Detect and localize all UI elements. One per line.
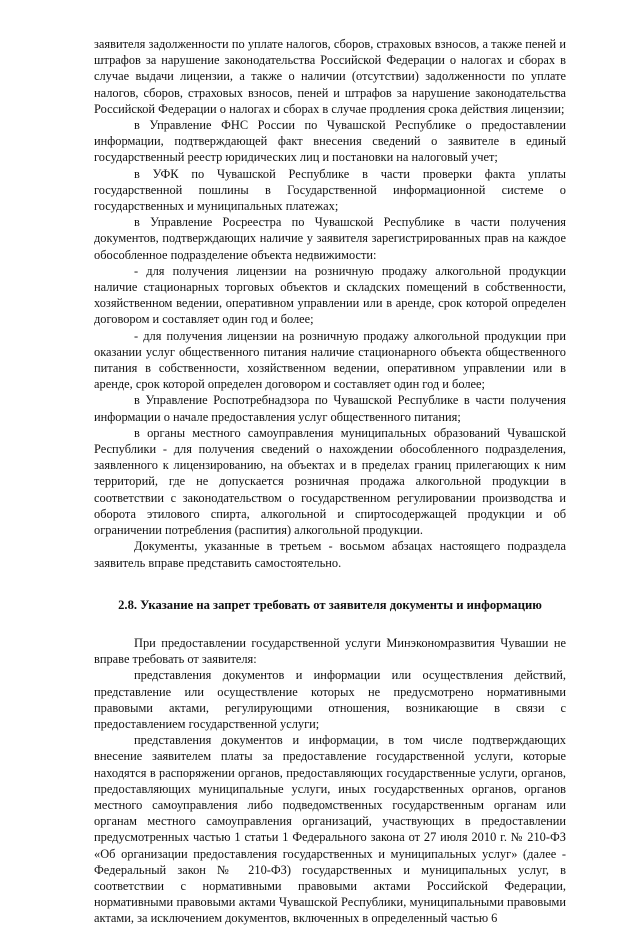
paragraph: в Управление Роспотребнадзора по Чувашской Республике в части получения информации о начале предоставления услуг общественного питания;: [94, 393, 566, 424]
paragraph: - для получения лицензии на розничную продажу алкогольной продукции наличие стационарных торговых объектов и складских помещений в собственности, хозяйственном ведении, оперативном управлении или в аренде, срок которой определен договором и составляет один год и более;: [94, 263, 566, 327]
paragraph: в Управление Росреестра по Чувашской Республике в части получения документов, подтверждающих наличие у заявителя зарегистрированных прав на каждое обособленное подразделение объекта недвижимости:: [94, 215, 566, 262]
section-heading: 2.8. Указание на запрет требовать от заявителя документы и информацию: [118, 597, 542, 612]
paragraph: представления документов и информации, в том числе подтверждающих внесение заявителем платы за предоставление государственной услуги, которые находятся в распоряжении органов, предоставляющих государственные услуги, органов, предоставляющих муниципальные услуги, иных государственных органов, органов местного самоуправления либо подведомственных государственным органам или органам местного самоуправления организаций, участвующих в предоставлении предусмотренных частью 1 статьи 1 Федерального закона от 27 июля 2010 г. № 210-ФЗ «Об организации предоставления государственных и муниципальных услуг» (далее - Федеральный закон № 210-ФЗ) государственных и муниципальных услуг, в соответствии с нормативными правовыми актами Российской Федерации, нормативными правовыми актами Чувашской Республики, муниципальными правовыми актами, за исключением документов, включенных в определенный частью 6: [94, 733, 566, 926]
paragraph: в органы местного самоуправления муниципальных образований Чувашской Республики - для получения сведений о нахождении обособленного подразделения, заявленного к лицензированию, на объектах и в пределах границ прилегающих к ним территорий, где не допускается розничная продажа алкогольной продукции в соответствии с законодательством о государственном регулировании производства и оборота этилового спирта, алкогольной и спиртосодержащей продукции и об ограничении потребления (распития) алкогольной продукции.: [94, 425, 566, 538]
paragraph: - для получения лицензии на розничную продажу алкогольной продукции при оказании услуг общественного питания наличие стационарного объекта общественного питания в собственности, хозяйственном ведении, оперативном управлении или в аренде, срок которой определен договором и составляет один год и более;: [94, 328, 566, 392]
paragraph: представления документов и информации или осуществления действий, представление или осуществление которых не предусмотрено нормативными правовыми актами, регулирующими отношения, возникающие в связи с предоставлением государственной услуги;: [94, 668, 566, 731]
paragraph: При предоставлении государственной услуги Минэкономразвития Чувашии не вправе требовать от заявителя:: [94, 635, 566, 667]
document-page: [94, 36, 566, 927]
paragraph: Документы, указанные в третьем - восьмом абзацах настоящего подраздела заявитель вправе представить самостоятельно.: [94, 539, 566, 570]
paragraph: в Управление ФНС России по Чувашской Республике о предоставлении информации, подтверждающей факт внесения сведений о заявителе в единый государственный реестр юридических лиц и постановки на налоговый учет;: [94, 118, 566, 165]
paragraph: в УФК по Чувашской Республике в части проверки факта уплаты государственной пошлины в Государственной информационной системе о государственных и муниципальных платежах;: [94, 166, 566, 214]
paragraph: заявителя задолженности по уплате налогов, сборов, страховых взносов, а также пеней и штрафов за нарушение законодательства Российской Федерации о налогах и сборах в случае выдачи лицензии, а также о наличии (отсутствии) задолженности по уплате налогов, сборов, страховых взносов, пеней и штрафов за нарушение законодательства Российской Федерации о налогах и сборах в случае продления срока действия лицензии;: [94, 37, 566, 116]
